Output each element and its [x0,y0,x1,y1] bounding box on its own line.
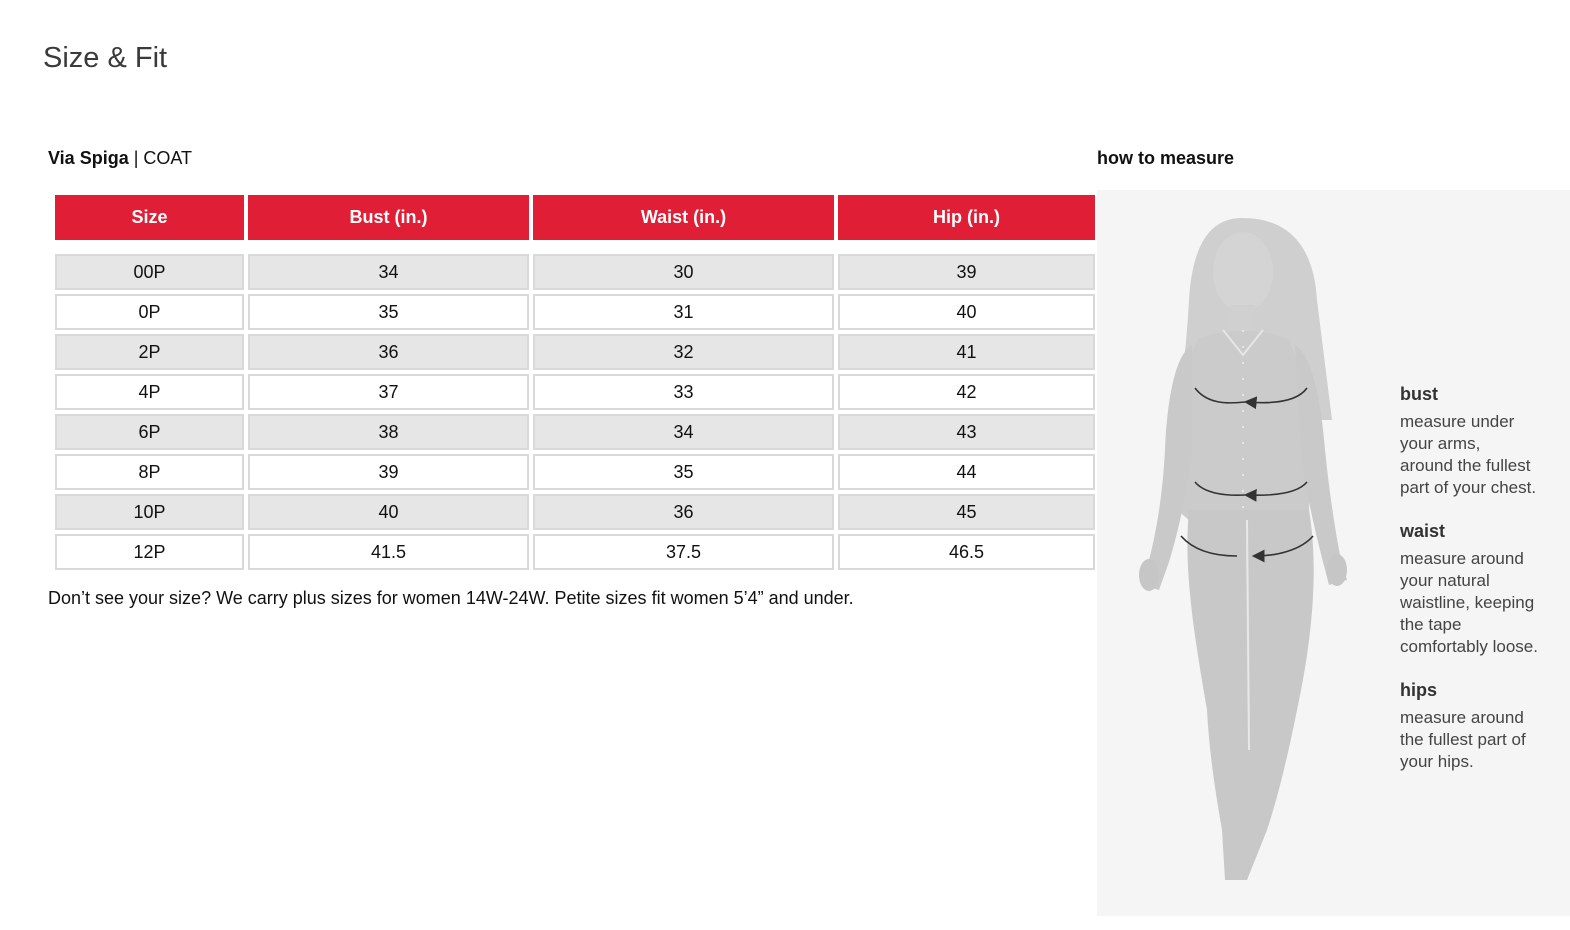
table-row [55,414,1095,450]
legend-line: your arms, [1400,434,1481,453]
legend-bust [1400,384,1560,499]
cell-hip: 46.5 [838,534,1095,570]
legend-line: around the fullest [1400,456,1531,475]
legend-line: the tape [1400,615,1462,634]
cell-hip: 40 [838,294,1095,330]
legend-hips-desc [1400,707,1560,773]
table-row [55,534,1095,570]
size-note: Don’t see your size? We carry plus sizes for women 14W-24W. Petite sizes fit women 5’4” and under. [48,588,854,608]
cell-waist: 31 [533,294,834,330]
cell-waist: 33 [533,374,834,410]
brand-separator: | [128,148,144,168]
legend-line: your natural [1400,571,1490,590]
cell-hip: 39 [838,254,1095,290]
cell-size: 0P [55,294,244,330]
cell-waist: 36 [533,494,834,530]
legend-line: waistline, keeping [1400,593,1535,612]
legend-line: measure around [1400,549,1524,568]
table-row [55,294,1095,330]
cell-hip: 41 [838,334,1095,370]
cell-bust: 34 [248,254,529,290]
product-category: COAT [143,148,193,168]
table-row [55,494,1095,530]
cell-bust: 40 [248,494,529,530]
cell-bust: 39 [248,454,529,490]
cell-waist: 32 [533,334,834,370]
cell-bust: 38 [248,414,529,450]
header-hip: Hip (in.) [838,195,1095,240]
cell-waist: 30 [533,254,834,290]
header-waist: Waist (in.) [533,195,834,240]
cell-size: 00P [55,254,244,290]
cell-hip: 44 [838,454,1095,490]
cell-hip: 42 [838,374,1095,410]
cell-hip: 43 [838,414,1095,450]
cell-size: 12P [55,534,244,570]
table-row [55,334,1095,370]
cell-bust: 37 [248,374,529,410]
cell-bust: 36 [248,334,529,370]
table-row [55,254,1095,290]
legend-waist [1400,521,1560,658]
table-row [55,374,1095,410]
table-header-row [55,195,1095,240]
how-to-measure-title: how to measure [1097,148,1235,168]
product-line [48,148,192,169]
cell-waist: 35 [533,454,834,490]
legend-line: comfortably loose. [1400,637,1538,656]
legend-line: measure under [1400,412,1515,431]
page-title: Size & Fit [43,42,168,74]
cell-hip: 45 [838,494,1095,530]
cell-size: 8P [55,454,244,490]
legend-hips-label: hips [1400,680,1438,700]
legend-line: part of your chest. [1400,478,1537,497]
cell-waist: 37.5 [533,534,834,570]
legend-bust-label: bust [1400,384,1438,404]
legend-bust-desc [1400,411,1560,499]
brand-name: Via Spiga [48,148,129,168]
header-size: Size [55,195,244,240]
legend-hips [1400,680,1560,773]
cell-size: 10P [55,494,244,530]
table-row [55,454,1095,490]
legend-line: measure around [1400,708,1524,727]
table-spacer [55,244,1095,250]
cell-bust: 35 [248,294,529,330]
legend-line: the fullest part of [1400,730,1526,749]
legend-waist-label: waist [1400,521,1446,541]
cell-size: 2P [55,334,244,370]
legend-line: your hips. [1400,752,1474,771]
size-chart-table [51,191,1099,574]
spacer-cell [55,244,1095,250]
cell-waist: 34 [533,414,834,450]
cell-size: 6P [55,414,244,450]
header-bust: Bust (in.) [248,195,529,240]
legend-waist-desc [1400,548,1560,658]
cell-bust: 41.5 [248,534,529,570]
cell-size: 4P [55,374,244,410]
